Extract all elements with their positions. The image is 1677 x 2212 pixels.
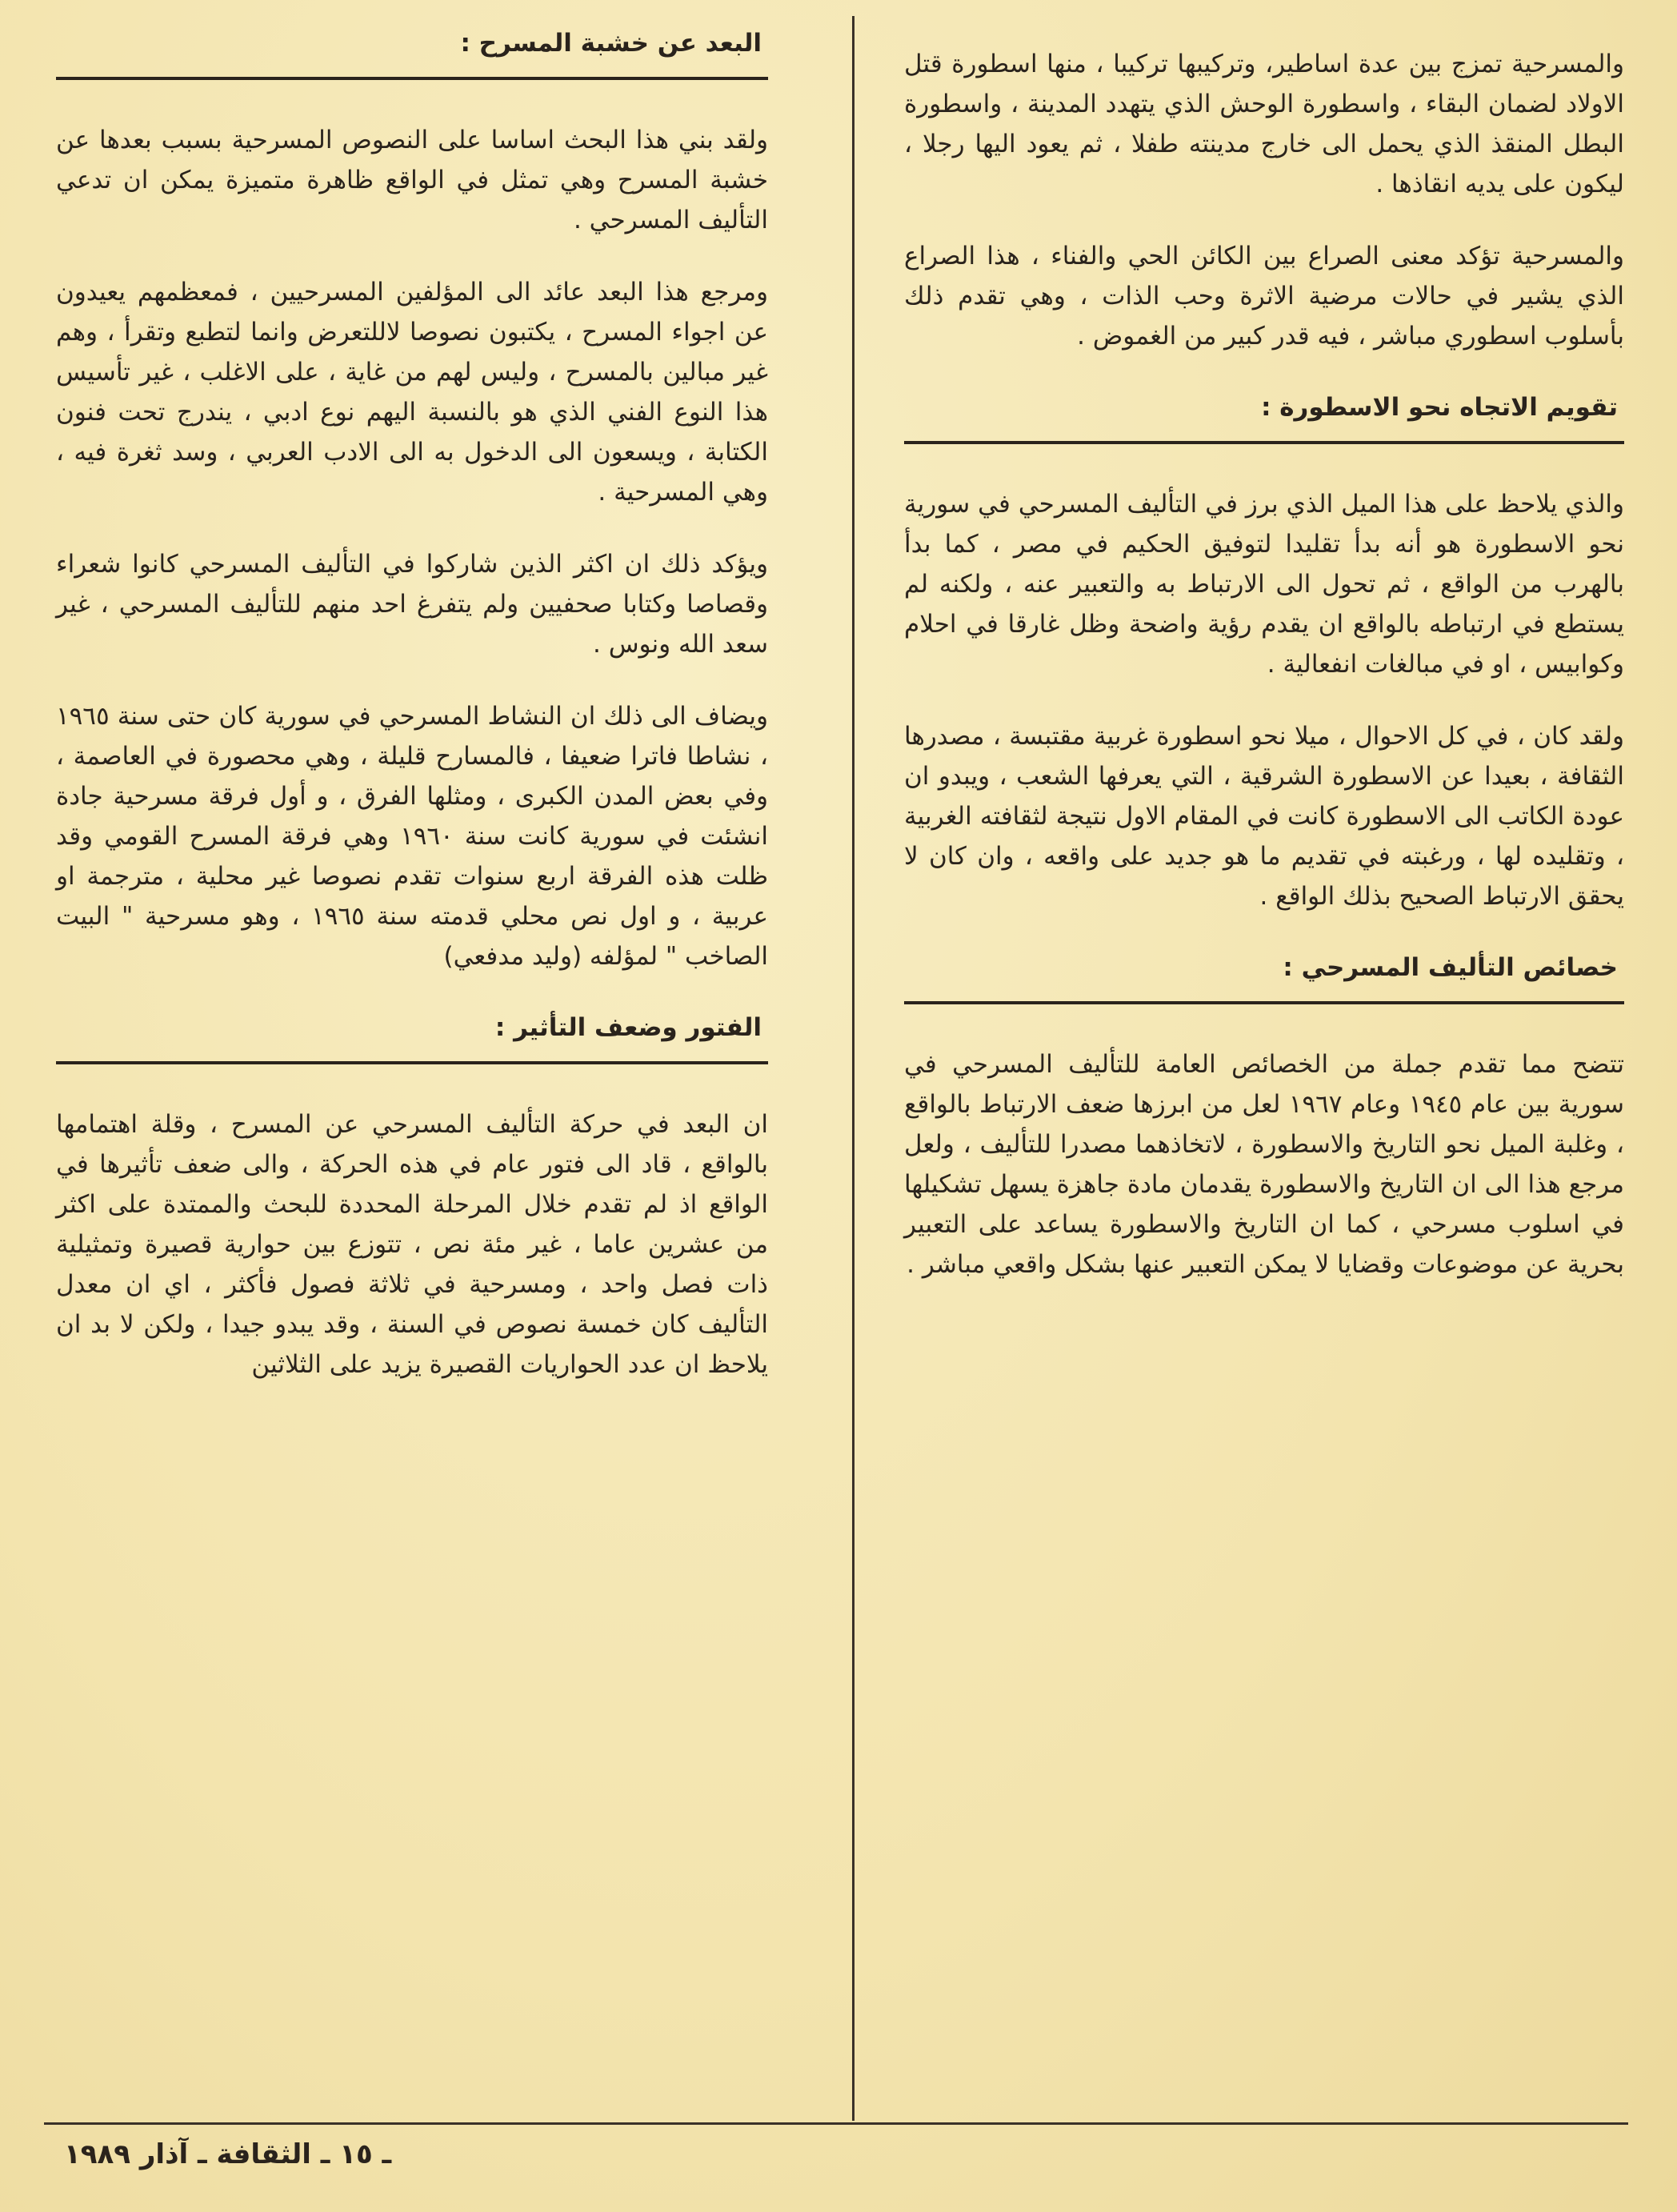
footer-rule bbox=[44, 2122, 1628, 2125]
section-heading: الفتور وضعف التأثير : bbox=[494, 1013, 762, 1042]
paragraph: ولقد بني هذا البحث اساسا على النصوص المسرحية بسبب بعدها عن خشبة المسرح وهي تمثل في الواقع ظاهرة متميزة يمكن ان تدعي التأليف المسرحي . bbox=[56, 126, 768, 234]
paragraph: ويضاف الى ذلك ان النشاط المسرحي في سورية كان حتى سنة ١٩٦٥ ، نشاطا فاترا ضعيفا ، فالمسارح قليلة ، وهي محصورة في العاصمة ، وفي بعض المدن الكبرى ، ومثلها الفرق ، و أول فرقة مسرحية جادة انشئت في سورية كانت سنة ١٩٦٠ وهي فرقة المسرح القومي وقد ظلت هذه الفرقة اربع سنوات تقدم نصوصا غير محلية ، مترجمة او عربية ، و اول نص محلي قدمته سنة ١٩٦٥ ، وهو مسرحية " البيت الصاخب " لمؤلفه (وليد مدفعي) bbox=[56, 702, 769, 971]
paragraph: ويؤكد ذلك ان اكثر الذين شاركوا في التأليف المسرحي كانوا شعراء وقصاصا وكتابا صحفيين ولم يتفرغ احد منهم للتأليف المسرحي ، غير سعد الله ونوس . bbox=[56, 550, 768, 659]
paragraph: ان البعد في حركة التأليف المسرحي عن المسرح ، وقلة اهتمامها بالواقع ، قاد الى فتور عام في هذه الحركة ، والى ضعف تأثيرها في الواقع اذ لم تقدم خلال المرحلة المحددة للبحث والممتدة على اكثر من عشرين عاما ، غير مئة نص ، تتوزع بين حوارية قصيرة وتمثيلية ذات فصل واحد ، ومسرحية في ثلاثة فصول فأكثر ، اي ان معدل التأليف كان خمسة نصوص في السنة ، وقد يبدو جيدا ، ولكن لا بد ان يلاحظ ان عدد الحواريات القصيرة يزيد على الثلاثين bbox=[56, 1110, 768, 1379]
heading-underline bbox=[56, 1061, 768, 1064]
section-heading: خصائص التأليف المسرحي : bbox=[1283, 953, 1618, 982]
heading-underline bbox=[904, 441, 1624, 444]
paragraph: والمسرحية تؤكد معنى الصراع بين الكائن الحي والفناء ، هذا الصراع الذي يشير في حالات مرضية الاثرة وحب الذات ، وهي تقدم ذلك بأسلوب اسطوري مباشر ، فيه قدر كبير من الغموض . bbox=[904, 242, 1624, 351]
section-heading: تقويم الاتجاه نحو الاسطورة : bbox=[1261, 393, 1618, 422]
section-heading-block bbox=[904, 948, 1624, 1004]
section-heading-block bbox=[904, 388, 1624, 444]
paragraph: ومرجع هذا البعد عائد الى المؤلفين المسرحيين ، فمعظمهم يعيدون عن اجواء المسرح ، يكتبون نصوصا لاللتعرض وانما لتطبع وتقرأ ، وهم غير مبالين بالمسرح ، وليس لهم من غاية ، على الاغلب ، غير تأسيس هذا النوع الفني الذي هو بالنسبة اليهم نوع ادبي ، يندرج تحت فنون الكتابة ، ويسعون الى الدخول به الى الادب العربي ، وسد ثغرة فيه ، وهي المسرحية . bbox=[56, 278, 768, 507]
paragraph: ولقد كان ، في كل الاحوال ، ميلا نحو اسطورة غربية مقتبسة ، مصدرها الثقافة ، بعيدا عن الاسطورة الشرقية ، التي يعرفها الشعب ، ويبدو ان عودة الكاتب الى الاسطورة كانت في المقام الاول نتيجة لثقافته الغربية ، وتقليده لها ، ورغبته في تقديم ما هو جديد على واقعه ، وان كان لا يحقق الارتباط الصحيح بذلك الواقع . bbox=[904, 722, 1624, 911]
section-heading-block bbox=[56, 24, 768, 80]
paragraph: والذي يلاحظ على هذا الميل الذي برز في التأليف المسرحي في سورية نحو الاسطورة هو أنه بدأ تقليدا لتوفيق الحكيم في مصر ، كما بدأ بالهرب من الواقع ، ثم تحول الى الارتباط به والتعبير عنه ، ولكنه لم يستطع في ارتباطه بالواقع ان يقدم رؤية واضحة وظل غارقا في احلام وكوابيس ، او في مبالغات انفعالية . bbox=[904, 490, 1624, 679]
paragraph: والمسرحية تمزج بين عدة اساطير، وتركيبها تركيبا ، منها اسطورة قتل الاولاد لضمان البقاء ، واسطورة الوحش الذي يتهدد المدينة ، واسطورة البطل المنقذ الذي يحمل الى خارج مدينته طفلا ، ثم يعود اليها رجلا ، ليكون على يديه انقاذها . bbox=[904, 50, 1624, 198]
section-heading-block bbox=[56, 1008, 768, 1064]
right-column bbox=[904, 44, 1624, 1316]
heading-underline bbox=[904, 1001, 1624, 1004]
heading-underline bbox=[56, 77, 768, 80]
page-footer: ـ ١٥ ـ الثقافة ـ آذار ١٩٨٩ bbox=[64, 2138, 392, 2170]
paragraph: تتضح مما تقدم جملة من الخصائص العامة للتأليف المسرحي في سورية بين عام ١٩٤٥ وعام ١٩٦٧ لعل من ابرزها ضعف الارتباط بالواقع ، وغلبة الميل نحو التاريخ والاسطورة ، لاتخاذهما مصدرا للتأليف ، ولعل مرجع هذا الى ان التاريخ والاسطورة يقدمان مادة جاهزة يسهل تشكيلها في اسلوب مسرحي ، كما ان التاريخ والاسطورة يساعد على التعبير بحرية عن موضوعات وقضايا لا يمكن التعبير عنها بشكل واقعي مباشر . bbox=[904, 1050, 1624, 1279]
left-column bbox=[56, 24, 768, 1417]
column-divider bbox=[852, 16, 855, 2121]
section-heading: البعد عن خشبة المسرح : bbox=[460, 29, 762, 58]
